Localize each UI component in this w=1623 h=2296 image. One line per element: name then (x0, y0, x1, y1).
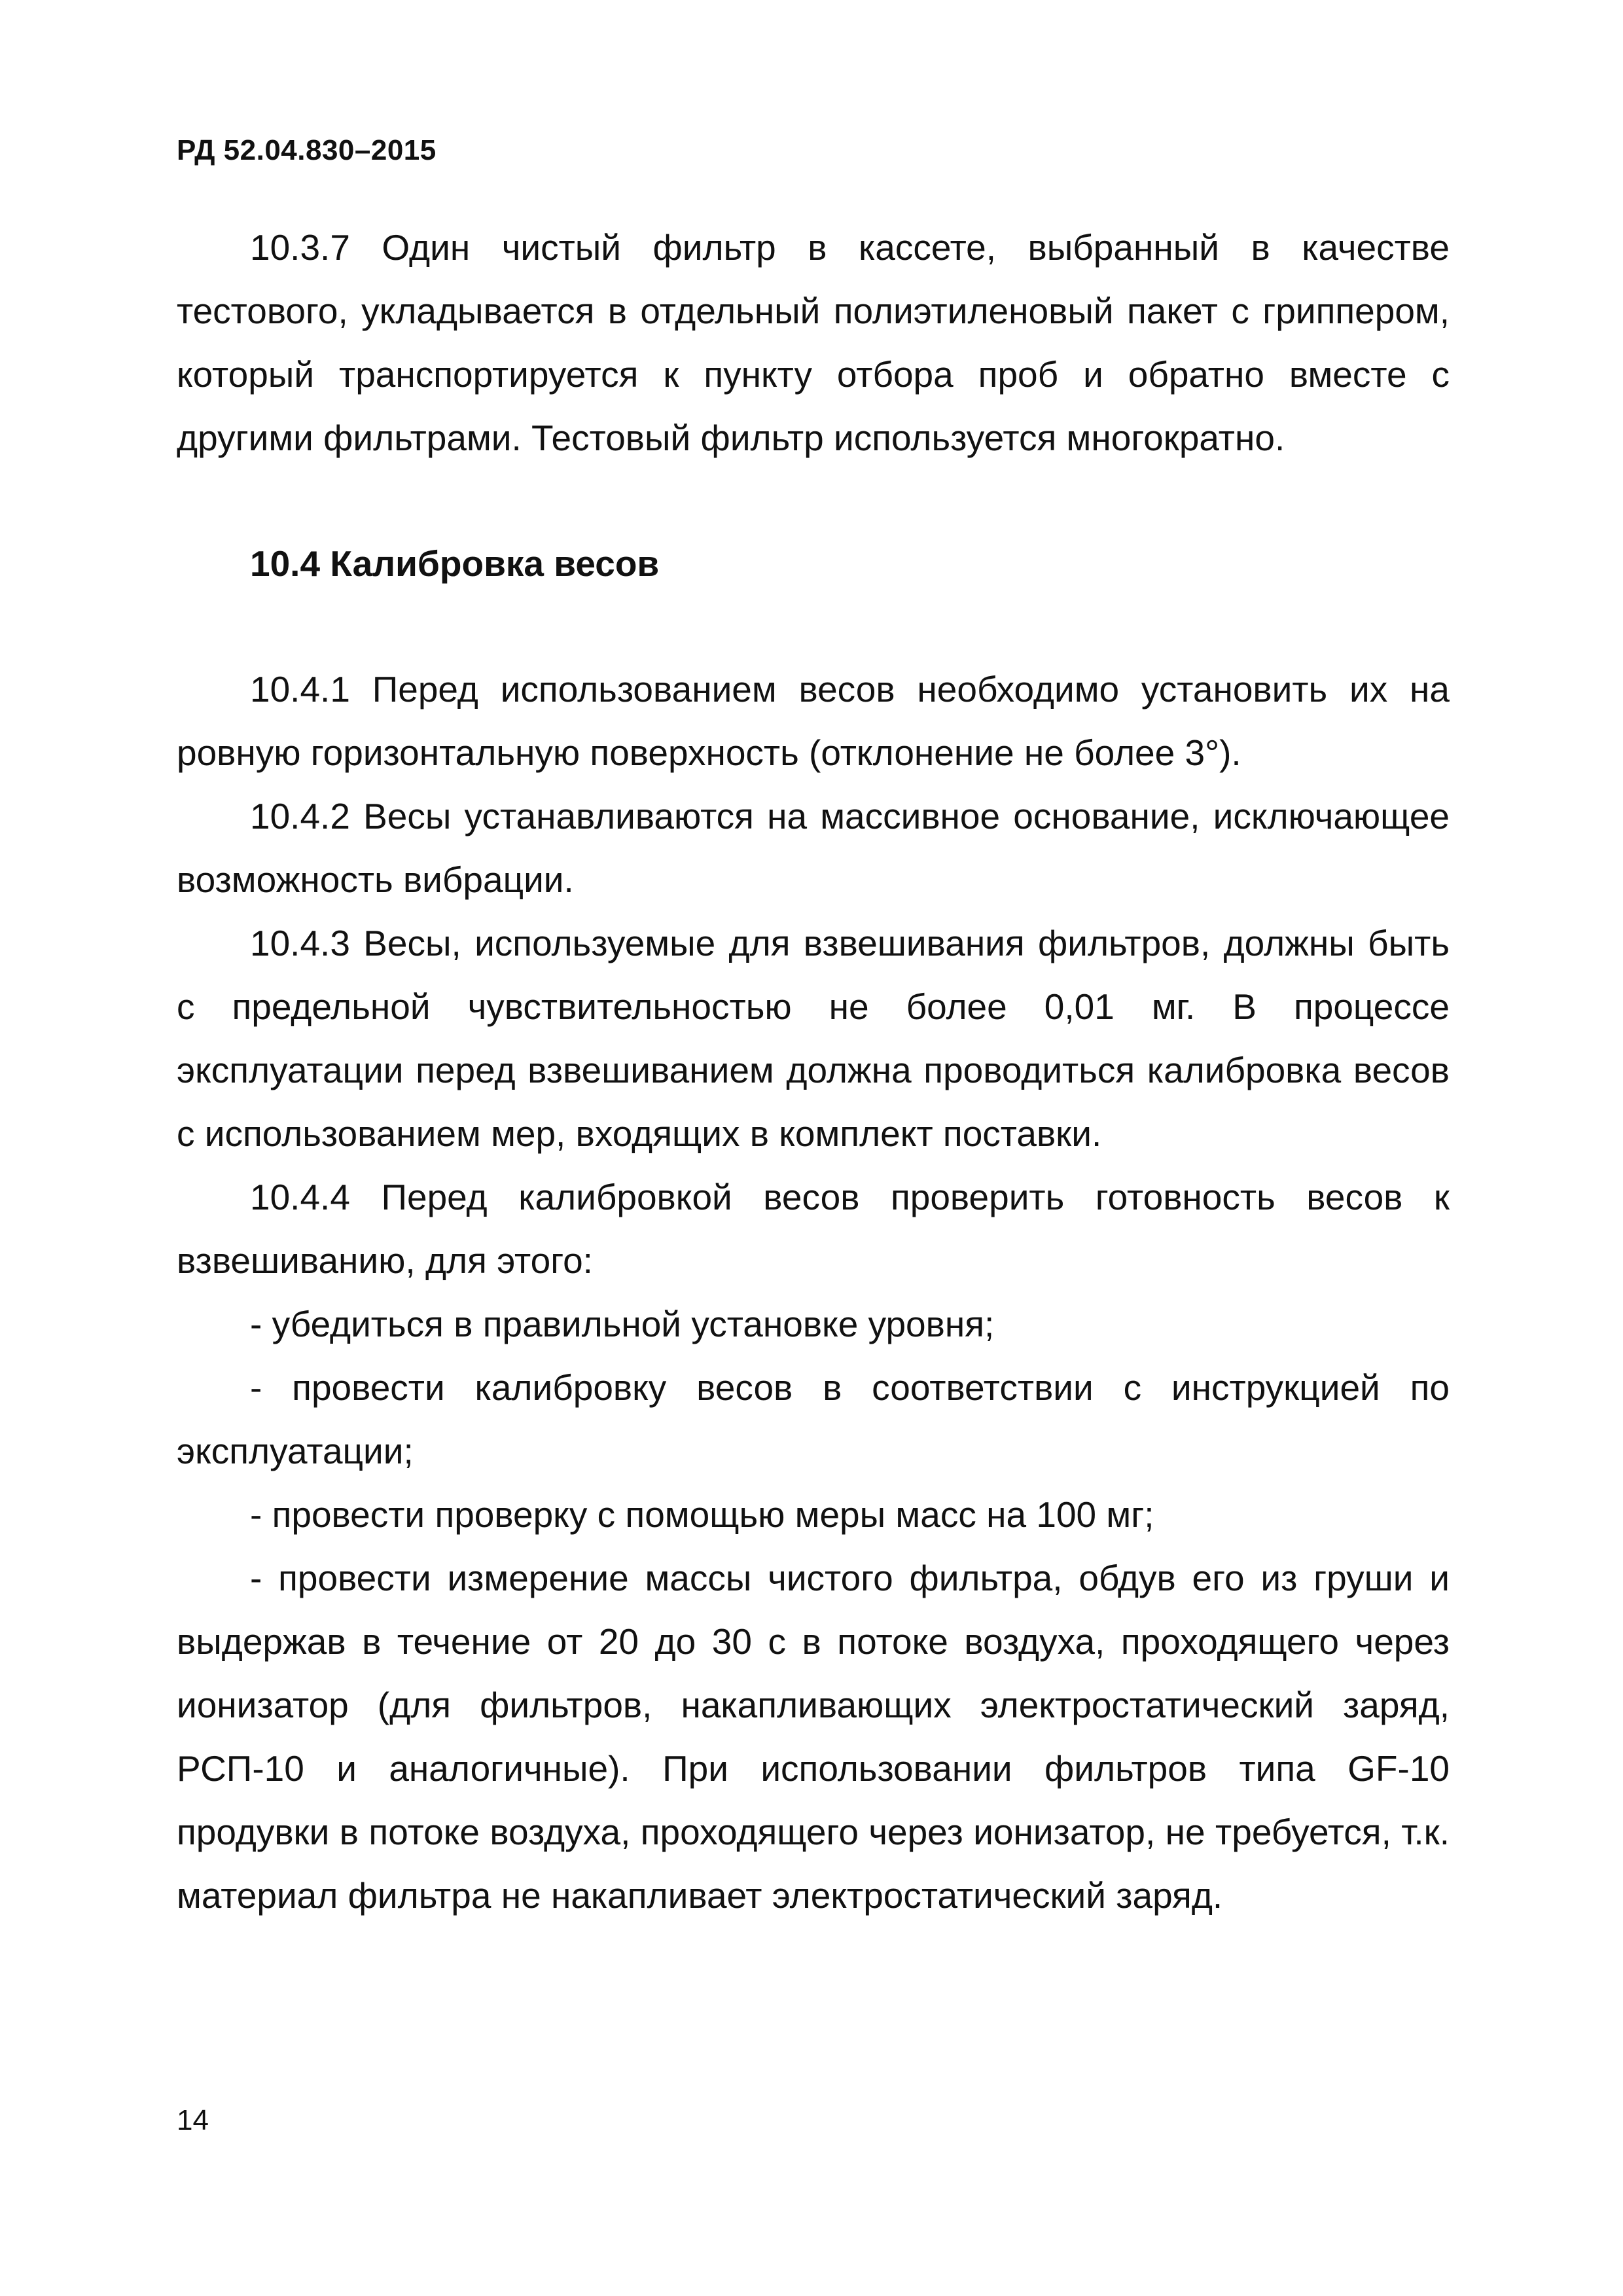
paragraph-10-4-3: 10.4.3 Весы, используемые для взвешивания фильтров, должны быть с предельной чувствительностью не более 0,01 мг. В процессе эксплуатации перед взвешиванием должна проводиться калибровка весов с использованием мер, входящих в комплект поставки. (177, 923, 1450, 1154)
paragraph-10-4-1: 10.4.1 Перед использованием весов необходимо установить их на ровную горизонтальную поверхность (отклонение не более 3°). (177, 669, 1450, 773)
paragraph-10-4-2: 10.4.2 Весы устанавливаются на массивное основание, исключающее возможность вибрации. (177, 796, 1450, 900)
list-item-mass-check: - провести проверку с помощью меры масс на 100 мг; (250, 1494, 1154, 1535)
document-body (177, 216, 1450, 1928)
paragraph-10-3-7: 10.3.7 Один чистый фильтр в кассете, выбранный в качестве тестового, укладывается в отдельный полиэтиленовый пакет с гриппером, который транспортируется к пункту отбора проб и обратно вместе с другими фильтрами. Тестовый фильтр используется многократно. (177, 227, 1450, 458)
page-number: 14 (177, 2104, 209, 2136)
list-item-calibration: - провести калибровку весов в соответствии с инструкцией по эксплуатации; (177, 1367, 1450, 1471)
paragraph-10-4-4: 10.4.4 Перед калибровкой весов проверить готовность весов к взвешиванию, для этого: (177, 1177, 1450, 1281)
list-item-level-check: - убедиться в правильной установке уровня; (250, 1304, 995, 1344)
list-item-filter-measurement: - провести измерение массы чистого фильтра, обдув его из груши и выдержав в течение от 20 до 30 с в потоке воздуха, проходящего через ионизатор (для фильтров, накапливающих электростатический заряд, РСП-10 и аналогичные). При использовании фильтров типа GF-10 продувки в потоке воздуха, проходящего через ионизатор, не требуется, т.к. материал фильтра не накапливает электростатический заряд. (177, 1558, 1450, 1916)
document-code-header: РД 52.04.830–2015 (177, 134, 437, 166)
section-heading-10-4: 10.4 Калибровка весов (250, 543, 660, 584)
